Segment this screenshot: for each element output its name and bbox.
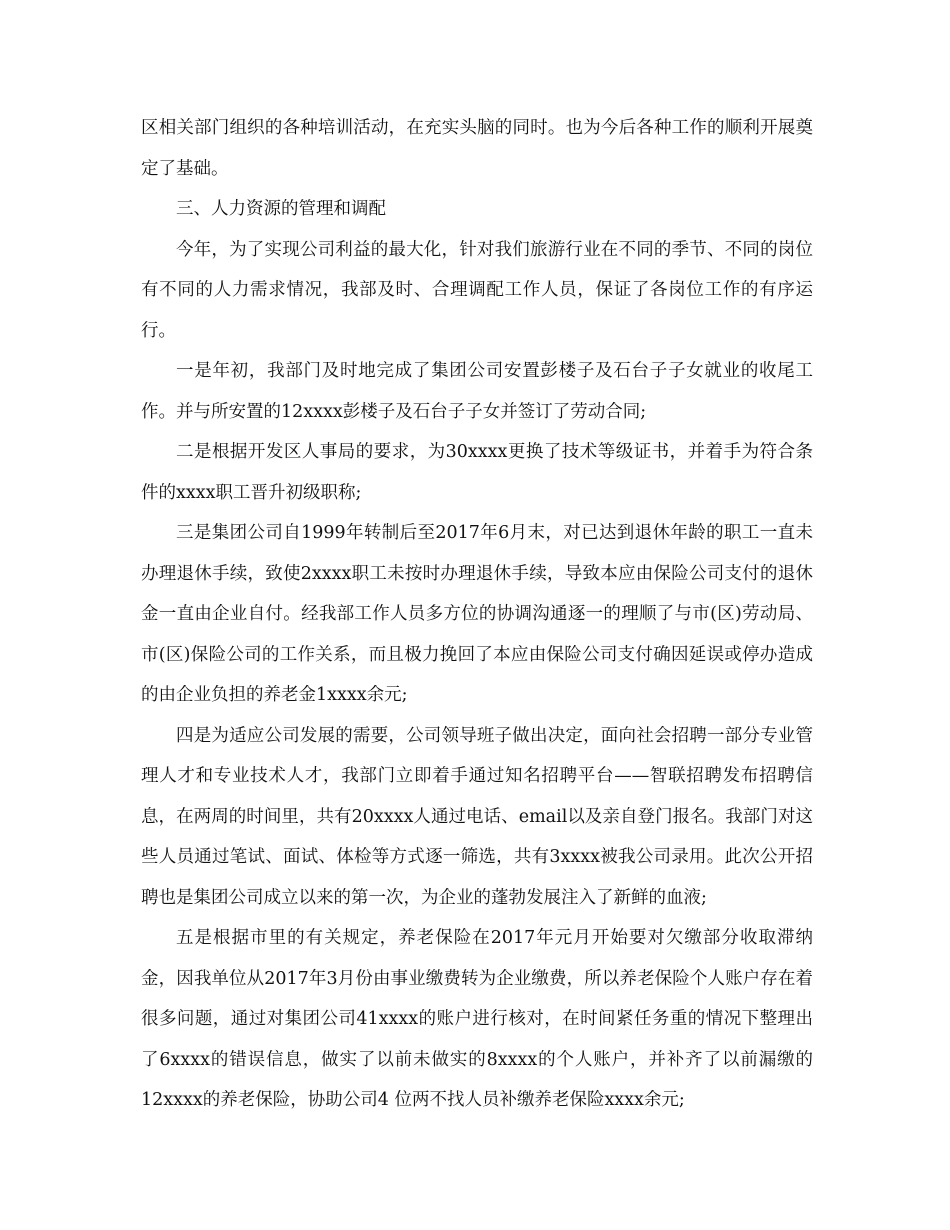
section-heading: 三、人力资源的管理和调配 [176,199,386,219]
document-body [141,108,813,1121]
paragraph-item-5: 五是根据市里的有关规定，养老保险在2017年元月开始要对欠缴部分收取滞纳金，因我单位从2017年3月份由事业缴费转为企业缴费，所以养老保险个人账户存在着很多问题，通过对集团公司41xxxx的账户进行核对，在时间紧任务重的情况下整理出了6xxxx的错误信息，做实了以前未做实的8xxxx的个人账户，并补齐了以前漏缴的12xxxx的养老保险，协助公司4 位两不找人员补缴养老保险xxxx余元; [141,928,813,1110]
paragraph-intro: 今年，为了实现公司利益的最大化，针对我们旅游行业在不同的季节、不同的岗位有不同的人力需求情况，我部及时、合理调配工作人员，保证了各岗位工作的有序运行。 [141,239,813,341]
paragraph-item-1: 一是年初，我部门及时地完成了集团公司安置彭楼子及石台子子女就业的收尾工作。并与所安置的12xxxx彭楼子及石台子子女并签订了劳动合同; [141,361,813,422]
paragraph-item-2: 二是根据开发区人事局的要求，为30xxxx更换了技术等级证书，并着手为符合条件的xxxx职工晋升初级职称; [141,442,813,503]
paragraph-item-4: 四是为适应公司发展的需要，公司领导班子做出决定，面向社会招聘一部分专业管理人才和专业技术人才，我部门立即着手通过知名招聘平台——智联招聘发布招聘信息，在两周的时间里，共有20xxxx人通过电话、email以及亲自登门报名。我部门对这些人员通过笔试、面试、体检等方式逐一筛选，共有3xxxx被我公司录用。此次公开招聘也是集团公司成立以来的第一次，为企业的蓬勃发展注入了新鲜的血液; [141,725,813,908]
paragraph-continuation: 区相关部门组织的各种培训活动，在充实头脑的同时。也为今后各种工作的顺利开展奠定了基础。 [141,118,813,179]
paragraph-item-3: 三是集团公司自1999年转制后至2017年6月末，对已达到退休年龄的职工一直未办理退休手续，致使2xxxx职工未按时办理退休手续，导致本应由保险公司支付的退休金一直由企业自付。经我部工作人员多方位的协调沟通逐一的理顺了与市(区)劳动局、市(区)保险公司的工作关系，而且极力挽回了本应由保险公司支付确因延误或停办造成的由企业负担的养老金1xxxx余元; [141,523,813,705]
